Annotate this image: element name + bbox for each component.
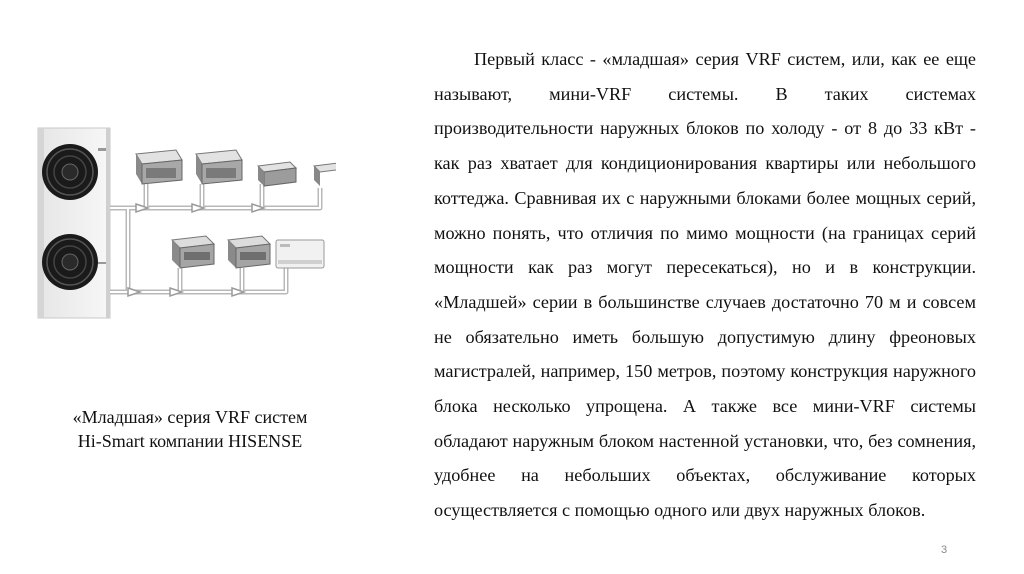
duct-indoor-unit-icon — [196, 150, 242, 184]
body-text-block — [434, 42, 976, 528]
caption-line-2: Hi-Smart компании HISENSE — [77, 431, 303, 451]
refrigerant-pipe-network — [110, 184, 320, 292]
page-number: 3 — [941, 544, 948, 556]
cassette-indoor-unit-icon — [228, 236, 270, 268]
duct-indoor-unit-icon — [258, 162, 296, 186]
outdoor-unit-icon — [38, 128, 110, 318]
caption-line-1: «Младшая» серия VRF систем — [72, 407, 308, 427]
duct-indoor-unit-icon — [136, 150, 182, 184]
body-paragraph: Первый класс - «младшая» серия VRF систем, или, как ее еще называют, мини-VRF системы. В таких системах производительности наружных блоков по холоду - от 8 до 33 кВт - как раз хватает для кондиционирования квартиры или небольшого коттеджа. Сравнивая их с наружными блоками более мощных серий, можно понять, что отличия по мимо мощности (на границах серий мощности как раз могут пересекаться), но и в конструкции. «Младшей» серии в большинстве случаев достаточно 70 м и совсем не обязательно иметь большую допустимую длину фреоновых магистралей, например, 150 метров, поэтому конструкция наружного блока несколько упрощена. А также все мини-VRF системы обладают наружным блоком настенной установки, что, без сомнения, удобнее на небольших объектах, обслуживание которых осуществляется с помощью одного или двух наружных блоков. — [434, 49, 976, 521]
wall-indoor-unit-icon — [276, 240, 324, 268]
duct-indoor-unit-icon — [314, 162, 336, 186]
vrf-system-diagram — [36, 122, 336, 332]
diagram-caption — [40, 405, 340, 453]
cassette-indoor-unit-icon — [172, 236, 214, 268]
